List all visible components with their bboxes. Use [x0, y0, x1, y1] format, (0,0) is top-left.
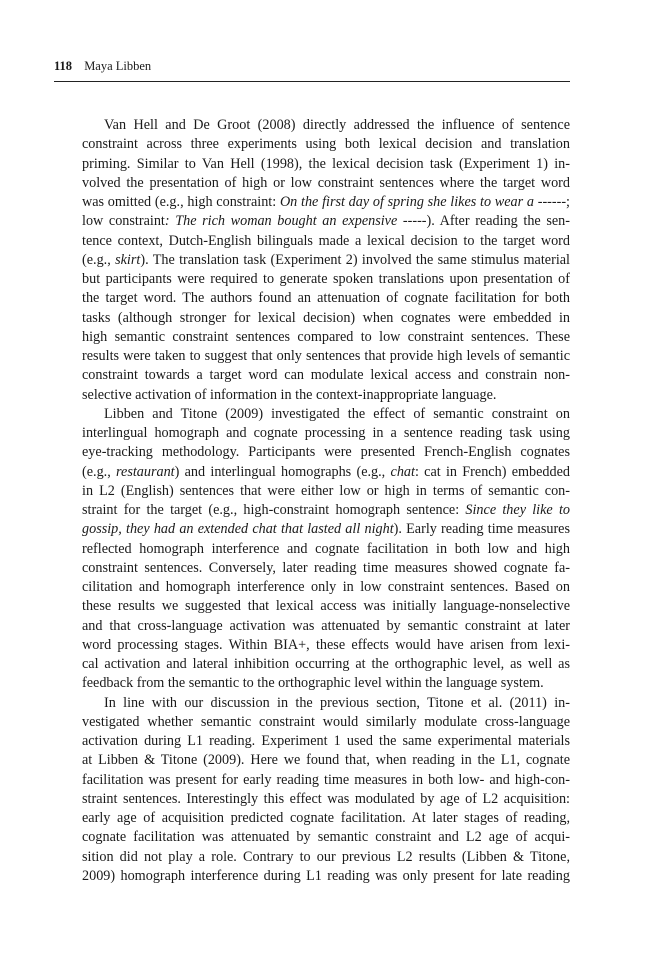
text-run: results were taken to suggest that only sentences that provide high levels of semantic: [82, 348, 570, 364]
text-line: [82, 559, 570, 578]
text-line: [82, 655, 570, 674]
text-line: [82, 463, 570, 482]
italic-text: chat: [390, 463, 415, 480]
text-run: low constraint: [82, 213, 165, 230]
text-run: cilitation and homograph interference only in low constraint sentences. Based on: [82, 579, 570, 595]
text-run: cal activation and lateral inhibition occurring at the orthographic level, as well as: [82, 656, 570, 672]
text-run: and that cross-language activation was attenuated by semantic constraint at later: [82, 617, 570, 634]
italic-text: On the first day of spring she likes to wear a: [279, 194, 534, 210]
text-line: [82, 790, 570, 809]
italic-text: : The rich woman bought an expensive: [164, 213, 398, 230]
text-run: constraint sentences. Conversely, later reading time measures showed cognate fa-: [82, 559, 570, 576]
text-line: [82, 809, 570, 828]
text-run: ). Early reading time measures: [393, 521, 570, 538]
italic-text: Since they like to: [465, 502, 570, 518]
text-run: In line with our discussion in the previous section, Titone et al. (2011) in-: [104, 694, 570, 711]
text-run: (e.g.,: [82, 463, 117, 480]
text-run: Libben and Titone (2009) investigated the effect of semantic constraint on: [104, 405, 570, 422]
paragraph: [82, 694, 570, 887]
text-run: 2009) homograph interference during L1 reading was only present for late reading: [82, 867, 570, 884]
text-line: [82, 713, 570, 732]
text-run: reflected homograph interference and cognate facilitation in both low and high: [82, 540, 570, 557]
text-line: [82, 617, 570, 636]
text-run: activation during L1 reading. Experiment 1 used the same experimental materials: [82, 733, 570, 749]
text-run: sition did not play a role. Contrary to our previous L2 results (Libben & Titone,: [82, 848, 570, 865]
text-line: [82, 232, 570, 251]
text-run: straint sentences. Interestingly this effect was modulated by age of L2 acquisition:: [82, 790, 570, 807]
text-line: [82, 578, 570, 597]
text-run: ) and interlingual homographs (e.g.,: [174, 463, 391, 480]
text-run: was omitted (e.g., high constraint:: [82, 194, 280, 210]
text-line: [82, 848, 570, 867]
text-line: [82, 366, 570, 385]
text-run: eye-tracking methodology. Participants were presented French-English cognates: [82, 444, 570, 461]
running-head-author: Maya Libben: [84, 59, 152, 73]
text-run: constraint across three experiments using both lexical decision and translation: [82, 136, 570, 153]
text-line: [82, 694, 570, 713]
text-line: [82, 443, 570, 462]
text-run: Van Hell and De Groot (2008) directly addressed the influence of sentence: [104, 117, 570, 133]
text-line: [82, 405, 570, 424]
text-line: [82, 174, 570, 193]
text-line: [82, 771, 570, 790]
text-line: [82, 135, 570, 154]
page-number: 118: [54, 59, 73, 73]
text-run: interlingual homograph and cognate processing in a sentence reading task using: [82, 425, 570, 441]
text-run: ------;: [533, 194, 571, 210]
text-run: constraint towards a target word can modulate lexical access and constrain non-: [82, 367, 570, 384]
italic-text: skirt: [115, 251, 141, 268]
text-run: ). The translation task (Experiment 2) involved the same stimulus material: [140, 251, 570, 268]
paragraph: [82, 116, 570, 405]
text-run: vestigated whether semantic constraint would similarly modulate cross-language: [82, 713, 570, 730]
header-rule: [54, 81, 570, 82]
text-line: [82, 501, 570, 520]
text-line: [82, 347, 570, 366]
text-run: tasks (although stronger for lexical decision) when cognates were embedded in: [82, 309, 570, 326]
text-run: in L2 (English) sentences that were either low or high in terms of semantic con-: [82, 482, 570, 499]
text-line: [82, 732, 570, 751]
body-text: [82, 116, 570, 886]
text-line: [82, 597, 570, 616]
text-line: [82, 212, 570, 231]
italic-text: restaurant: [116, 463, 175, 480]
text-line: [82, 540, 570, 559]
text-run: priming. Similar to Van Hell (1998), the lexical decision task (Experiment 1) in-: [82, 155, 570, 172]
text-run: high semantic constraint sentences compared to low constraint sentences. These: [82, 328, 570, 345]
italic-text: gossip, they had an extended chat that lasted all night: [82, 521, 394, 538]
text-run: feedback from the semantic to the orthographic level within the language system.: [82, 675, 544, 692]
text-line: [82, 386, 570, 405]
text-run: selective activation of information in the context-inappropriate language.: [82, 386, 497, 403]
text-run: straint for the target (e.g., high-constraint homograph sentence:: [82, 502, 466, 518]
running-header: [54, 59, 570, 77]
text-line: [82, 193, 570, 212]
text-run: : cat in French) embedded: [414, 463, 570, 480]
text-line: [82, 867, 570, 886]
text-line: [82, 520, 570, 539]
text-line: [82, 328, 570, 347]
text-line: [82, 270, 570, 289]
text-run: cognate facilitation was attenuated by semantic constraint and L2 age of acqui-: [82, 829, 570, 846]
text-line: [82, 424, 570, 443]
text-line: [82, 251, 570, 270]
text-line: [82, 309, 570, 328]
text-line: [82, 751, 570, 770]
text-run: tence context, Dutch-English bilinguals made a lexical decision to the target word: [82, 232, 570, 249]
text-run: facilitation was present for early reading time measures in both low- and high-con-: [82, 771, 570, 788]
text-run: early age of acquisition predicted cognate facilitation. At later stages of reading,: [82, 810, 570, 826]
text-run: (e.g.,: [82, 251, 116, 268]
text-line: [82, 155, 570, 174]
text-run: at Libben & Titone (2009). Here we found that, when reading in the L1, cognate: [82, 752, 570, 769]
text-line: [82, 636, 570, 655]
text-line: [82, 116, 570, 135]
text-line: [82, 289, 570, 308]
text-line: [82, 828, 570, 847]
text-run: but participants were required to generate spoken translations upon presentation of: [82, 271, 570, 287]
text-line: [82, 482, 570, 501]
text-run: the target word. The authors found an attenuation of cognate facilitation for both: [82, 290, 570, 307]
text-run: volved the presentation of high or low constraint sentences where the target word: [82, 174, 570, 191]
text-run: -----). After reading the sen-: [397, 213, 570, 230]
text-run: word processing stages. Within BIA+, these effects would have arisen from lexi-: [82, 636, 570, 653]
paragraph: [82, 405, 570, 694]
text-line: [82, 674, 570, 693]
text-run: these results we suggested that lexical access was initially language-nonselective: [82, 598, 570, 615]
